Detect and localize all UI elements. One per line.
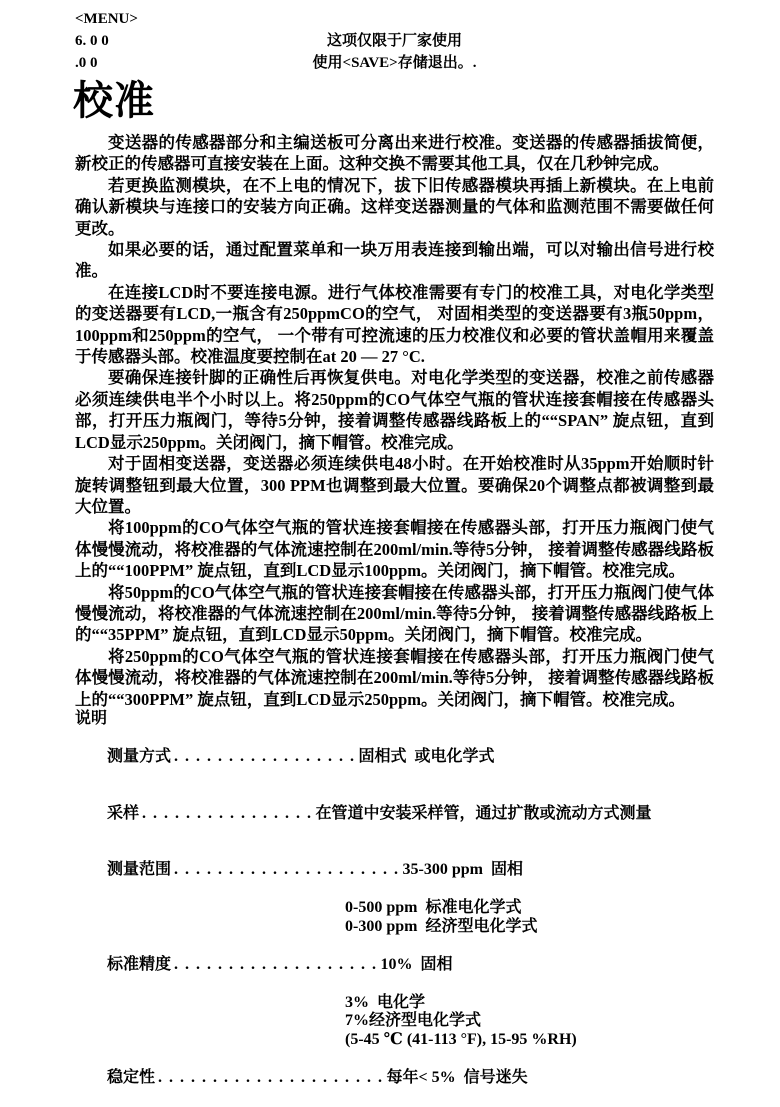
body-paragraph: 在连接LCD时不要连接电源。进行气体校准需要有专门的校准工具，对电化学类型的变送器要有LCD,一瓶含有250ppmCO的空气， 对固相类型的变送器要有3瓶50ppm，100ppm和250ppm的空气， 一个带有可控流速的压力校准仪和必要的管状盖帽用来覆盖于传感器头部。校准温度要控制在at 20 — 27 °C.: [75, 282, 714, 367]
spec-row: [75, 1050, 714, 1107]
spec-leader-dots: . . . . . . . . . . . . . . . . . . . . .: [174, 861, 400, 879]
spec-value-continuation: 3% 电化学: [345, 993, 426, 1011]
menu-row: [75, 52, 714, 74]
specs-heading: 说明: [75, 709, 108, 727]
menu-note: 使用<SAVE>存储退出。.: [312, 55, 477, 71]
body-paragraph: 将100ppm的CO气体空气瓶的管状连接套帽接在传感器头部，打开压力瓶阀门使气体慢慢流动，将校准器的气体流速控制在200ml/min.等待5分钟， 接着调整传感器线路板上的““100PPM” 旋点钮，直到LCD显示100ppm。关闭阀门，摘下帽管。校准完成。: [75, 518, 714, 581]
spec-label: 测量方式: [107, 747, 172, 765]
body-paragraph: 对于固相变送器，变送器必须连续供电48小时。在开始校准时从35ppm开始顺时针旋转调整钮到最大位置，300 PPM也调整到最大位置。要确保20个调整点都被调整到最大位置。: [75, 454, 714, 516]
menu-code: .0 0: [75, 55, 98, 71]
spec-label: 采样: [107, 804, 140, 822]
spec-row: [75, 786, 714, 843]
menu-note: 这项仅限于厂家使用: [326, 33, 462, 49]
spec-row: [75, 842, 714, 937]
body-paragraph: 将250ppm的CO气体空气瓶的管状连接套帽接在传感器头部，打开压力瓶阀门使气体慢慢流动，将校准器的气体流速控制在200ml/min.等待5分钟， 接着调整传感器线路板上的““300PPM” 旋点钮，直到LCD显示250ppm。关闭阀门，摘下帽管。校准完成。: [75, 646, 714, 709]
spec-value: 固相式 或电化学式: [358, 747, 495, 765]
spec-row: [75, 937, 714, 1050]
body-paragraph: 将50ppm的CO气体空气瓶的管状连接套帽接在传感器头部，打开压力瓶阀门使气体慢慢流动，将校准器的气体流速控制在200ml/min.等待5分钟， 接着调整传感器线路板上的““35PPM” 旋点钮，直到LCD显示50ppm。关闭阀门，摘下帽管。校准完成。: [75, 582, 714, 645]
spec-value-continuation: 0-300 ppm 经济型电化学式: [345, 917, 538, 935]
body-paragraph: 如果必要的话，通过配置菜单和一块万用表连接到输出端，可以对输出信号进行校准。: [75, 240, 714, 281]
menu-row: [75, 30, 714, 52]
spec-value: 35-300 ppm 固相: [402, 861, 523, 879]
spec-value: 在管道中安装采样管，通过扩散或流动方式测量: [315, 804, 652, 822]
spec-label: 标准精度: [107, 955, 172, 973]
body-paragraph: 要确保连接针脚的正确性后再恢复供电。对电化学类型的变送器，校准之前传感器必须连续供电半个小时以上。将250ppm的CO气体空气瓶的管状连接套帽接在传感器头部，打开压力瓶阀门，等待5分钟，接着调整传感器线路板上的““SPAN” 旋点钮，直到LCD显示250ppm。关闭阀门，摘下帽管。校准完成。: [75, 368, 714, 452]
spec-label: 测量范围: [107, 861, 172, 879]
body-paragraph: 变送器的传感器部分和主编送板可分离出来进行校准。变送器的传感器插拔简便，新校正的传感器可直接安装在上面。这种交换不需要其他工具，仅在几秒钟完成。: [75, 133, 714, 174]
spec-value: 每年< 5% 信号迷失: [386, 1069, 528, 1087]
spec-value-continuation: 7%经济型电化学式: [345, 1012, 482, 1030]
spec-value-continuation: 0-500 ppm 标准电化学式: [345, 899, 522, 917]
spec-leader-dots: . . . . . . . . . . . . . . . . . . .: [174, 955, 378, 973]
spec-leader-dots: . . . . . . . . . . . . . . . .: [142, 804, 313, 822]
spec-leader-dots: . . . . . . . . . . . . . . . . .: [174, 747, 356, 765]
menu-label: <MENU>: [75, 11, 138, 27]
menu-header: [75, 8, 714, 74]
specs-section: [75, 710, 714, 1107]
menu-code: 6. 0 0: [75, 33, 109, 49]
page-title: 校准: [73, 78, 155, 123]
spec-row: [75, 729, 714, 786]
spec-leader-dots: . . . . . . . . . . . . . . . . . . . . .: [158, 1069, 384, 1087]
menu-row: [75, 8, 714, 30]
spec-value: 10% 固相: [380, 955, 453, 973]
spec-label: 稳定性: [107, 1069, 156, 1087]
spec-value-continuation: (5-45 ℃ (41-113 °F), 15-95 %RH): [345, 1031, 577, 1049]
body-paragraph: 若更换监测模块，在不上电的情况下，拔下旧传感器模块再插上新模块。在上电前确认新模块与连接口的安装方向正确。这样变送器测量的气体和监测范围不需要做任何更改。: [75, 175, 714, 238]
